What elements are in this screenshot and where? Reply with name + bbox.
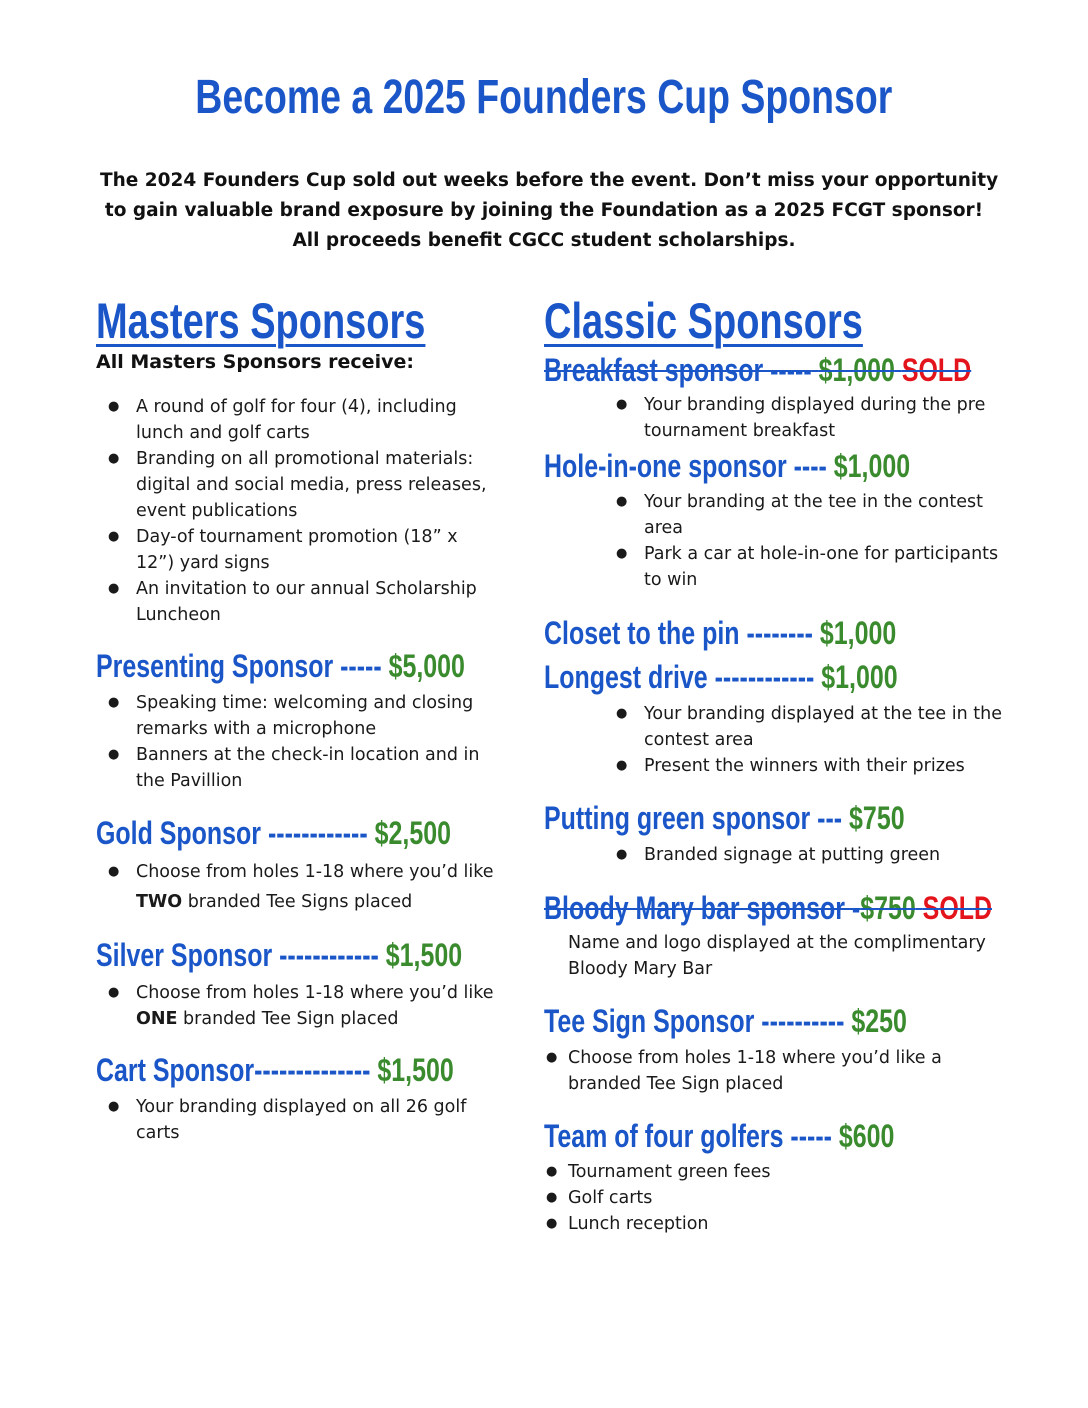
sold-badge: SOLD: [901, 352, 972, 388]
hole-in-one-heading: [544, 448, 910, 485]
tier-name: Team of four golfers -----: [544, 1118, 832, 1154]
item-emphasis: ONE: [136, 1009, 178, 1029]
putting-list: [604, 842, 1004, 868]
bloody-mary-heading: [544, 890, 992, 927]
list-item: [96, 980, 506, 1032]
intro-line: The 2024 Founders Cup sold out weeks before the event. Don’t miss your opportunity: [100, 170, 999, 191]
cart-list: [96, 1094, 496, 1146]
list-item: ● Branded signage at putting green: [604, 842, 1004, 868]
tier-name: Hole-in-one sponsor ----: [544, 448, 827, 484]
masters-benefits-list: [96, 394, 496, 628]
tier-name: Gold Sponsor ------------: [96, 815, 368, 851]
list-item: ● Branding on all promotional materials: digital and social media, press releases, event publications: [96, 446, 496, 524]
tier-price: $1,500: [385, 937, 463, 973]
tier-price: $250: [851, 1003, 907, 1039]
tier-name: Longest drive ------------: [544, 659, 815, 695]
list-item: [96, 857, 506, 917]
item-text: branded Tee Signs placed: [182, 892, 413, 912]
longest-drive-list: [604, 701, 1004, 779]
tee-sign-list: [544, 1045, 964, 1097]
tier-name: Cart Sponsor--------------: [96, 1052, 371, 1088]
masters-heading: Masters Sponsors: [96, 293, 426, 349]
breakfast-list: [604, 392, 1004, 444]
tier-price: $5,000: [388, 648, 465, 684]
list-item: ● Park a car at hole-in-one for participants to win: [604, 541, 1004, 593]
team-of-four-heading: [544, 1118, 894, 1155]
tier-name: Putting green sponsor ---: [544, 800, 843, 836]
hole-in-one-list: [604, 489, 1004, 593]
list-item: ● Present the winners with their prizes: [604, 753, 1004, 779]
list-item: ● Speaking time: welcoming and closing remarks with a microphone: [96, 690, 496, 742]
intro-text: [100, 166, 999, 256]
item-emphasis: TWO: [136, 892, 183, 912]
bloody-mary-text: Name and logo displayed at the complimentary Bloody Mary Bar: [568, 933, 986, 979]
silver-sponsor-heading: [96, 937, 462, 974]
list-item: ● Tournament green fees: [544, 1159, 964, 1185]
tier-name: Breakfast sponsor -----: [544, 352, 812, 388]
tier-price: $2,500: [374, 815, 451, 851]
tier-name: Bloody Mary bar sponsor -: [544, 890, 861, 926]
intro-line: to gain valuable brand exposure by joining the Foundation as a 2025 FCGT sponsor!: [104, 200, 984, 221]
gold-sponsor-heading: [96, 815, 451, 852]
list-item: ● Banners at the check-in location and in the Pavillion: [96, 742, 496, 794]
list-item: ● Choose from holes 1-18 where you’d like a branded Tee Sign placed: [544, 1045, 964, 1097]
list-item: ● Your branding displayed on all 26 golf carts: [96, 1094, 496, 1146]
cart-sponsor-heading: [96, 1052, 454, 1089]
list-item: ● Your branding at the tee in the contest area: [604, 489, 1004, 541]
longest-drive-heading: [544, 659, 898, 696]
tier-price: $750: [849, 800, 905, 836]
masters-receive-label: All Masters Sponsors receive:: [96, 351, 414, 373]
tier-name: Presenting Sponsor -----: [96, 648, 382, 684]
page-title: Become a 2025 Founders Cup Sponsor: [195, 71, 893, 124]
list-item: ● Your branding displayed during the pre tournament breakfast: [604, 392, 1004, 444]
gold-list: [96, 857, 506, 917]
title-container: [0, 70, 1088, 125]
tier-price: $750: [860, 890, 916, 926]
breakfast-sponsor-heading: [544, 352, 971, 389]
tier-price: $1,000: [818, 352, 895, 388]
tier-price: $600: [838, 1118, 895, 1154]
list-item: ● Golf carts: [544, 1185, 964, 1211]
intro-line: All proceeds benefit CGCC student scholarships.: [292, 230, 796, 251]
presenting-list: [96, 690, 496, 794]
tier-price: $1,500: [377, 1052, 454, 1088]
closet-to-pin-heading: [544, 615, 896, 652]
tier-name: Closet to the pin --------: [544, 615, 813, 651]
tier-price: $1,000: [819, 615, 897, 651]
list-item: ● An invitation to our annual Scholarship Luncheon: [96, 576, 496, 628]
presenting-sponsor-heading: [96, 648, 465, 685]
item-text: Choose from holes 1-18 where you’d like: [136, 862, 494, 882]
list-item: ● A round of golf for four (4), including lunch and golf carts: [96, 394, 496, 446]
tier-name: Silver Sponsor ------------: [96, 937, 379, 973]
tier-price: $1,000: [833, 448, 911, 484]
classic-heading: Classic Sponsors: [544, 293, 863, 349]
team-list: [544, 1159, 964, 1237]
item-text: branded Tee Sign placed: [177, 1009, 399, 1029]
putting-green-heading: [544, 800, 905, 837]
sold-badge: SOLD: [922, 890, 993, 926]
list-item: ● Lunch reception: [544, 1211, 964, 1237]
tier-price: $1,000: [821, 659, 898, 695]
silver-list: [96, 980, 506, 1032]
list-item: ● Day-of tournament promotion (18” x 12”) yard signs: [96, 524, 496, 576]
item-text: Choose from holes 1-18 where you’d like: [136, 983, 494, 1003]
list-item: ● Your branding displayed at the tee in the contest area: [604, 701, 1004, 753]
tee-sign-heading: [544, 1003, 907, 1040]
tier-name: Tee Sign Sponsor ----------: [544, 1003, 845, 1039]
